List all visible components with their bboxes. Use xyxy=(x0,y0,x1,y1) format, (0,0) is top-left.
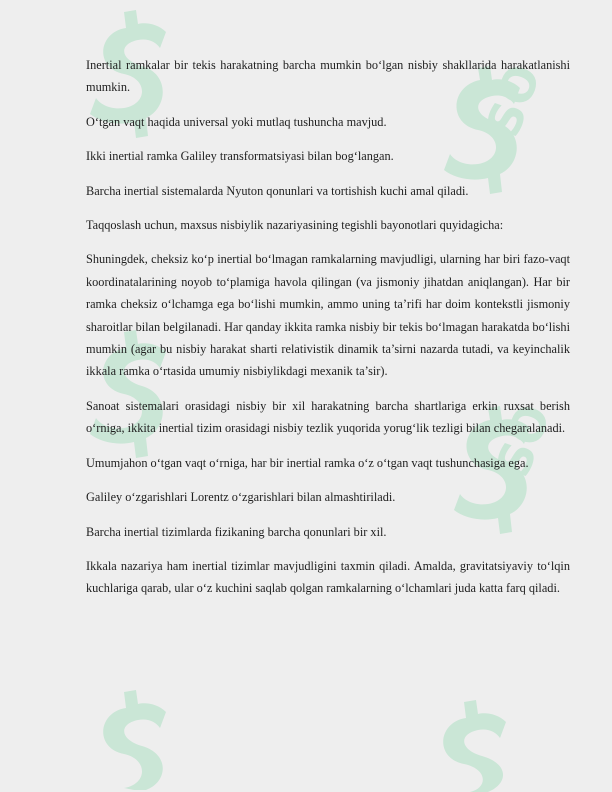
paragraph: Galiley o‘zgarishlari Lorentz o‘zgarishlari bilan almashtiriladi. xyxy=(86,490,396,505)
paragraph: Barcha inertial sistemalarda Nyuton qonunlari va tortishish kuchi amal qiladi. xyxy=(86,183,469,198)
paragraph: Ikki inertial ramka Galiley transformatsiyasi bilan bog‘langan. xyxy=(86,149,394,164)
paragraph: Barcha inertial tizimlarda fizikaning barcha qonunlari bir xil. xyxy=(86,524,387,539)
paragraph: Sanoat sistemalari orasidagi nisbiy bir xil harakatning barcha shartlariga erkin ruxsat berish o‘rniga, ikkita inertial tizim orasidagi nisbiy tezlik yuqorida yorug‘lik tezligi bilan chegaralanadi. xyxy=(86,398,570,436)
svg-text:SO: SO xyxy=(485,397,562,484)
paragraph: Shuningdek, cheksiz ko‘p inertial bo‘lmagan ramkalarning mavjudligi, ularning har biri fazo-vaqt koordinatalarining noyob to‘plamiga havola qilingan (va jismoniy jihatdan aniqlangan). Har bir ramka cheksiz o‘lchamga ega bo‘lishi mumkin, ammo uning ta’rifi har doim kontekstli jismoniy sharoitlar bilan belgilanadi. Har qanday ikkita ramka nisbiy bir tekis bo‘lmagan harakatda bo‘lishi mumkin (agar bu nisbiy harakat sharti relativistik dinamik ta’sirni nazarda tutadi, va keyinchalik ikkala ramka o‘rtasida umumiy nisbiylikdagi mexanik ta’sir). xyxy=(86,252,570,379)
paragraph: Taqqoslash uchun, maxsus nisbiylik nazariyasining tegishli bayonotlari quyidagicha: xyxy=(86,218,504,233)
paragraph: O‘tgan vaqt haqida universal yoki mutlaq tushuncha mavjud. xyxy=(86,114,387,129)
paragraph: Ikkala nazariya ham inertial tizimlar mavjudligini taxmin qiladi. Amalda, gravitatsiyaviy to‘lqin kuchlariga qarab, ular o‘z kuchini saqlab qolgan ramkalarning o‘lchamlari juda katta farq qiladi. xyxy=(86,558,570,596)
svg-text:SO: SO xyxy=(475,57,552,144)
paragraph: Umumjahon o‘tgan vaqt o‘rniga, har bir inertial ramka o‘z o‘tgan vaqt tushunchasiga ega. xyxy=(86,455,529,470)
watermark-logo-icon xyxy=(430,700,550,792)
paragraph: Inertial ramkalar bir tekis harakatning barcha mumkin bo‘lgan nisbiy shakllarida harakatlanishi mumkin. xyxy=(86,58,570,95)
document-body xyxy=(86,54,570,612)
watermark-logo-icon xyxy=(90,690,210,790)
